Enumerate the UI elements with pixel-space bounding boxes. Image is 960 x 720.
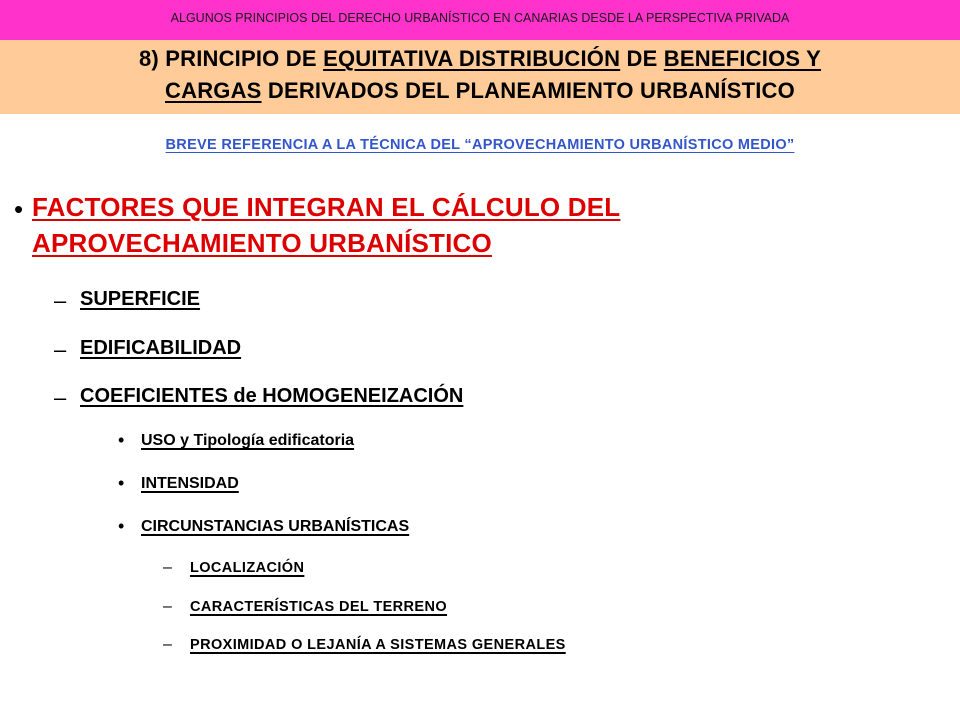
- factor-dash: –: [54, 337, 67, 362]
- title-equitativa: EQUITATIVA DISTRIBUCIÓN: [323, 46, 621, 71]
- title-beneficios: BENEFICIOS Y: [663, 46, 822, 71]
- factor-item: SUPERFICIE: [80, 288, 201, 310]
- circumstance-item: CARACTERÍSTICAS DEL TERRENO: [190, 599, 448, 615]
- title-line-2: [0, 78, 960, 104]
- main-point-line-1: FACTORES QUE INTEGRAN EL CÁLCULO DEL: [32, 192, 621, 222]
- title-number: 8) PRINCIPIO DE: [138, 46, 317, 71]
- coefficient-bullet: •: [118, 516, 125, 536]
- top-banner: [0, 0, 960, 40]
- title-rest: DERIVADOS DEL PLANEAMIENTO URBANÍSTICO: [267, 78, 795, 103]
- title-line-1: [0, 46, 960, 72]
- factor-item: COEFICIENTES de HOMOGENEIZACIÓN: [80, 385, 464, 407]
- title-cargas: CARGAS: [165, 78, 262, 103]
- title-box: [0, 40, 960, 114]
- main-bullet: •: [14, 194, 24, 224]
- factor-item: EDIFICABILIDAD: [80, 337, 242, 359]
- coefficient-bullet: •: [118, 473, 125, 493]
- circumstance-dash: –: [163, 636, 172, 653]
- factor-dash: –: [54, 288, 67, 313]
- title-de: DE: [626, 46, 658, 71]
- coefficient-item: USO y Tipología edificatoria: [141, 432, 355, 449]
- banner-text: ALGUNOS PRINCIPIOS DEL DERECHO URBANÍSTICO EN CANARIAS DESDE LA PERSPECTIVA PRIVADA: [170, 11, 790, 25]
- factor-dash: –: [54, 385, 67, 410]
- subtitle: BREVE REFERENCIA A LA TÉCNICA DEL “APROVECHAMIENTO URBANÍSTICO MEDIO”: [165, 137, 795, 153]
- coefficient-item: INTENSIDAD: [141, 475, 239, 492]
- circumstance-dash: –: [163, 559, 172, 576]
- circumstance-dash: –: [163, 598, 172, 615]
- coefficient-item: CIRCUNSTANCIAS URBANÍSTICAS: [141, 518, 410, 535]
- coefficient-bullet: •: [118, 430, 125, 450]
- circumstance-item: LOCALIZACIÓN: [190, 560, 305, 576]
- main-point-line-2: APROVECHAMIENTO URBANÍSTICO: [32, 228, 492, 258]
- circumstance-item: PROXIMIDAD O LEJANÍA A SISTEMAS GENERALES: [190, 637, 566, 653]
